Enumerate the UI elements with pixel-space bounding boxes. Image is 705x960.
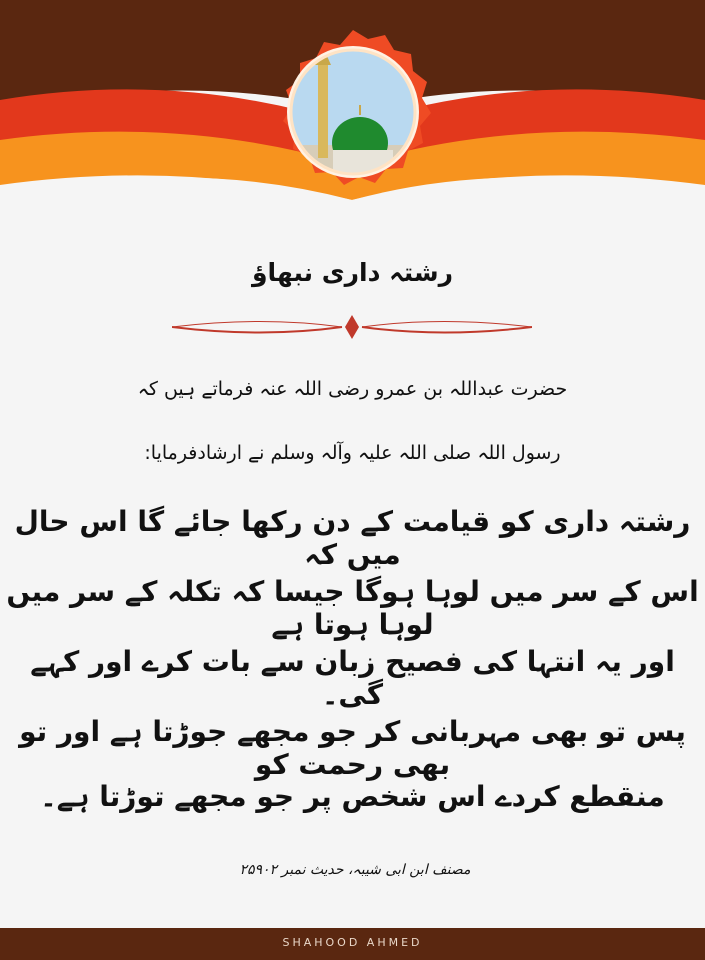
footer-credit: SHAHOOD AHMED bbox=[282, 936, 423, 949]
hadith-line: رشتہ داری کو قیامت کے دن رکھا جائے گا اس حال میں کہ bbox=[14, 505, 691, 571]
divider-diamond bbox=[345, 315, 359, 339]
ornamental-divider bbox=[172, 310, 532, 344]
intro-line: حضرت عبداللہ بن عمرو رضی اللہ عنہ فرماتے ہیں کہ bbox=[137, 378, 568, 400]
hadith-line: اس کے سر میں لوہا ہوگا جیسا کہ تکلہ کے سر میں لوہا ہوتا ہے bbox=[6, 575, 699, 641]
reference-citation: مصنف ابن ابی شیبہ، حدیث نمبر ۲۵۹۰۲ bbox=[239, 862, 471, 878]
page-title: رشتہ داری نبھاؤ bbox=[252, 258, 453, 287]
hadith-line: اور یہ انتہا کی فصیح زبان سے بات کرے اور کہے گی۔ bbox=[30, 645, 675, 711]
hadith-line: پس تو بھی مہربانی کر جو مجھے جوڑتا ہے اور تو بھی رحمت کو bbox=[19, 715, 686, 781]
emblem-badge bbox=[268, 25, 438, 200]
minaret bbox=[318, 63, 328, 158]
hadith-line: منقطع کردے اس شخص پر جو مجھے توڑتا ہے۔ bbox=[40, 780, 665, 813]
intro-line: رسول اللہ صلی اللہ علیہ وآلہ وسلم نے ارشادفرمایا: bbox=[144, 442, 561, 464]
